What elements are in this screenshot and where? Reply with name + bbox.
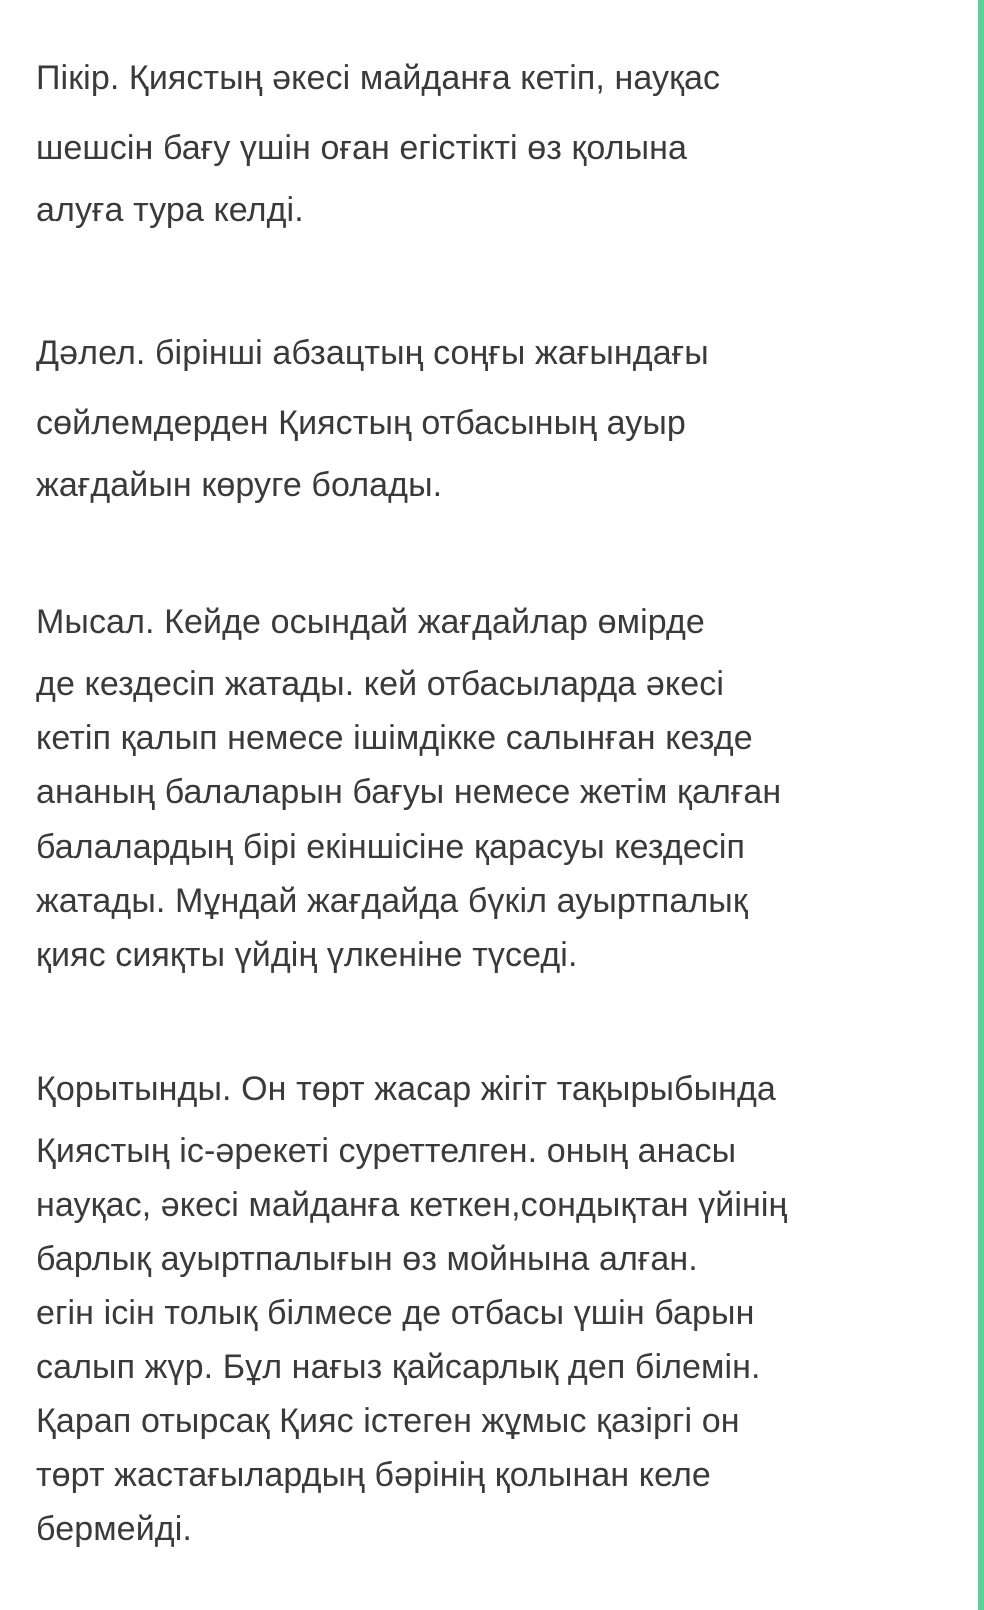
text-line: сөйлемдерден Қиястың отбасының ауыр (36, 404, 686, 442)
text-line: шешсін бағу үшін оған егістікті өз қолына (36, 129, 688, 167)
text-line: Қарап отырсақ Қияс істеген жұмыс қазіргі он (36, 1402, 740, 1440)
text-line: Дәлел. бірінші абзацтың соңғы жағындағы (36, 334, 709, 372)
text-line: Пікір. Қиястың әкесі майданға кетіп, науқас (36, 59, 721, 97)
text-line: Қорытынды. Он төрт жасар жігіт тақырыбында (36, 1070, 776, 1108)
text-line: бермейді. (36, 1510, 192, 1548)
text-line: қияс сияқты үйдің үлкеніне түседі. (36, 936, 578, 974)
text-line: жағдайын көруге болады. (36, 466, 443, 504)
text-line: балалардың бірі екіншісіне қарасуы кездесіп (36, 828, 746, 866)
text-line: кетіп қалып немесе ішімдікке салынған кезде (36, 719, 753, 757)
text-line: Мысал. Кейде осындай жағдайлар өмірде (36, 603, 705, 641)
text-line: төрт жастағылардың бәрінің қолынан келе (36, 1456, 711, 1494)
accent-border (978, 0, 984, 1610)
text-line: ананың балаларын бағуы немесе жетім қалған (36, 773, 782, 811)
text-line: салып жүр. Бұл нағыз қайсарлық деп білемін. (36, 1348, 761, 1386)
text-line: науқас, әкесі майданға кеткен,сондықтан үйінің (36, 1186, 788, 1224)
text-line: де кездесіп жатады. кей отбасыларда әкесі (36, 665, 724, 703)
text-line: егін ісін толық білмесе де отбасы үшін барын (36, 1294, 755, 1332)
text-line: барлық ауыртпалығын өз мойнына алған. (36, 1240, 698, 1278)
text-line: Қиястың іс-әрекеті суреттелген. оның анасы (36, 1132, 737, 1170)
text-line: жатады. Мұндай жағдайда бүкіл ауыртпалық (36, 882, 748, 920)
text-line: алуға тура келді. (36, 191, 304, 229)
